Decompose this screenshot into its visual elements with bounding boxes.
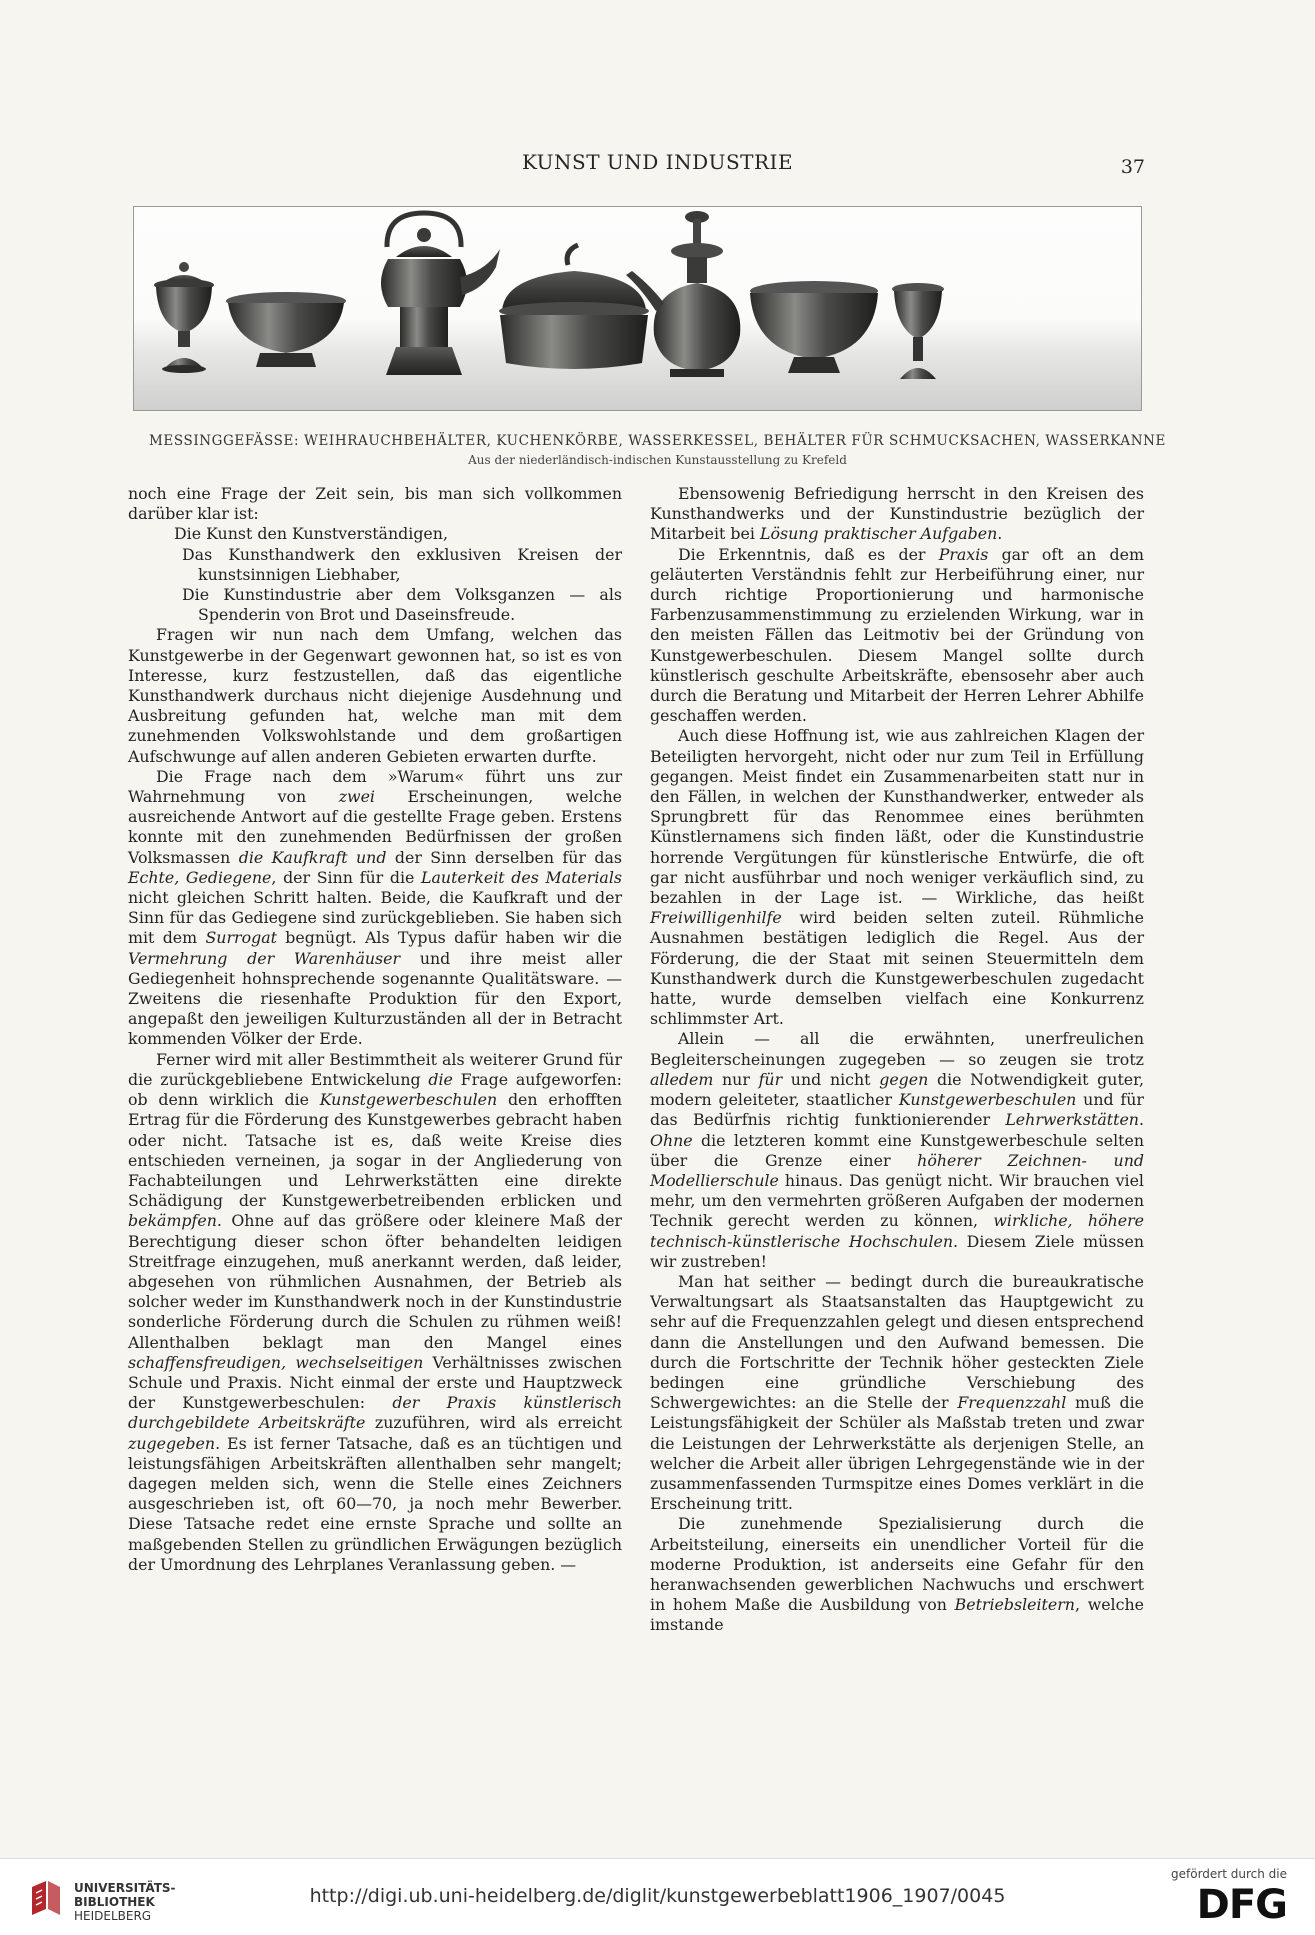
brass-vessels-photograph [133, 206, 1142, 411]
paragraph: Die zunehmende Spezialisierung durch die Arbeitsteilung, einerseits ein unendlicher Vorteil für die moderne Produktion, ist anderseits eine Gefahr für den heranwachsenden gewerblichen Nachwuchs und erschwert in hohem Maße die Ausbildung von Betriebsleitern, welche imstande [650, 1514, 1144, 1635]
paragraph: Die Frage nach dem »Warum« führt uns zur Wahrnehmung von zwei Erscheinungen, welche ausreichende Antwort auf die gestellte Frage geben. Erstens konnte mit den zunehmenden Bedürfnissen der großen Volksmassen die Kaufkraft und der Sinn derselben für das Echte, Gediegene, der Sinn für die Lauterkeit des Materials nicht gleichen Schritt halten. Beide, die Kaufkraft und der Sinn für das Gediegene sind zurückgeblieben. Sie haben sich mit dem Surrogat begnügt. Als Typus dafür haben wir die Vermehrung der Warenhäuser und ihre meist aller Gediegenheit hohnsprechende sogenannte Qualitätsware. — Zweitens die riesenhafte Produktion für den Export, angepaßt den jeweiligen Kulturzuständen all der in Betracht kommenden Völker der Erde. [128, 766, 623, 1049]
incense-holder-vessel [154, 262, 214, 373]
sponsor-label: gefördert durch die [1171, 1867, 1287, 1881]
paragraph: Man hat seither — bedingt durch die bureaukratische Verwaltungsart als Staatsanstalten das Hauptgewicht zu sehr auf die Frequenzzahlen gelegt und diesen entsprechend dann die Anstellungen und den Aufwand bemessen. Die durch die Fortschritte der Technik höher gesteckten Ziele bedingen eine gründliche Verschiebung des Schwergewichtes: an die Stelle der Frequenzzahl muß die Leistungsfähigkeit der Schüler als Maßstab treten und zwar die Leistungen der Lehrwerkstätte als derjenigen Stelle, an welcher die Arbeit aller übrigen Lehrgegenstände wie in der zusammenfassenden Turmspitze eines Domes verklärt in die Erscheinung tritt. [650, 1271, 1145, 1514]
running-title: KUNST UND INDUSTRIE [521, 150, 794, 174]
digitization-footer [0, 1858, 1315, 1935]
cake-basket-bowl [226, 292, 346, 367]
paragraph: Die Erkenntnis, daß es der Praxis gar oft an dem geläuterten Verständnis fehlt zur Herbeiführung einer, nur durch richtige Proportionierung und harmonische Farbenzusammenstimmung zu erzielenden Wirkung, war in den meisten Fällen das Leitmotiv bei der Gründung von Kunstgewerbeschulen. Diesem Mangel sollte durch künstlerisch geschulte Arbeitskräfte, ebensosehr aber auch durch die Beratung und Mitarbeit der Herren Lehrer Abhilfe geschaffen werden. [650, 544, 1144, 726]
verse-line: Die Kunstindustrie aber dem Volksganzen — als Spenderin von Brot und Daseinsfreude. [182, 585, 622, 625]
paragraph: noch eine Frage der Zeit sein, bis man sich vollkommen darüber klar ist: [128, 484, 622, 524]
paragraph: Ferner wird mit aller Bestimmtheit als weiterer Grund für die zurückgebliebene Entwickelung die Frage aufgeworfen: ob denn wirklich die Kunstgewerbeschulen den erhofften Ertrag für die Förderung des Kunstgewerbes gebracht haben oder nicht. Tatsache ist es, daß weite Kreise dies entschieden verneinen, ja sogar in der Angliederung von Fachabteilungen und Lehrwerkstätten eine direkte Schädigung der Kunstgewerbetreibenden erblicken und bekämpfen. Ohne auf das größere oder kleinere Maß der Berechtigung dieser schon öfter behandelten leidigen Streitfrage einzugehen, muß anerkannt werden, daß leider, abgesehen von rühmlichen Ausnahmen, der Betrieb als solcher weder im Kunsthandwerk noch in der Kunstindustrie sonderliche Förderung durch die Schulen zu rühmen weiß! Allenthalben beklagt man den Mangel eines schaffensfreudigen, wechselseitigen Verhältnisses zwischen Schule und Praxis. Nicht einmal der erste und Hauptzweck der Kunstgewerbeschulen: der Praxis künstlerisch durchgebildete Arbeitskräfte zuzuführen, wird als erreicht zugegeben. Es ist ferner Tatsache, daß es an tüchtigen und leistungsfähigen Arbeitskräften allenthalben sehr mangelt; dagegen melden sich, wenn die Stelle eines Zeichners ausgeschrieben ist, oft 60—70, ja noch mehr Bewerber. Diese Tatsache redet eine ernste Sprache und sollte an maßgebenden Stellen zu gründlichen Erwägungen bezüglich der Umordnung des Lehrplanes Veranlassung geben. — [128, 1049, 623, 1574]
dfg-logo: DFG [1196, 1882, 1287, 1928]
figure-caption: MESSINGGEFÄSSE: WEIHRAUCHBEHÄLTER, KUCHENKÖRBE, WASSERKESSEL, BEHÄLTER FÜR SCHMUCKSACHEN, WASSERKANNE [148, 433, 1167, 449]
figure-credit: Aus der niederländisch-indischen Kunstausstellung zu Krefeld [468, 453, 847, 467]
paragraph: Fragen wir nun nach dem Umfang, welchen das Kunstgewerbe in der Gegenwart gewonnen hat, so ist es von Interesse, kurz festzustellen, daß das eigentliche Kunsthandwerk durchaus nicht diejenige Ausdehnung und Ausbreitung gefunden hat, welche man mit dem zunehmenden Volkswohlstande und dem großartigen Aufschwunge auf allen anderen Gebieten erwarten durfte. [128, 625, 622, 766]
small-goblet [892, 283, 944, 379]
source-url-link[interactable]: http://digi.ub.uni-heidelberg.de/diglit/kunstgewerbeblatt1906_1907/0045 [309, 1885, 1006, 1907]
verse-line: Die Kunst den Kunstverständigen, [174, 524, 448, 544]
right-column [650, 484, 1144, 1636]
verse-line: Das Kunsthandwerk den exklusiven Kreisen der kunstsinnigen Liebhaber, [182, 544, 622, 584]
paragraph: Ebensowenig Befriedigung herrscht in den Kreisen des Kunsthandwerks und der Kunstindustrie bezüglich der Mitarbeit bei Lösung praktischer Aufgaben. [650, 484, 1144, 544]
large-brass-bowl [750, 281, 878, 373]
university-library-name: UNIVERSITÄTS- BIBLIOTHEK HEIDELBERG [74, 1881, 176, 1923]
paragraph: Auch diese Hoffnung ist, wie aus zahlreichen Klagen der Beteiligten hervorgeht, nicht oder nur zum Teil in Erfüllung gegangen. Meist findet ein Zusammenarbeiten statt nur in den Fällen, in welchen der Kunsthandwerker, entweder als Sprungbrett für das Renommee eines berühmten Künstlernamens sich finden läßt, oder die Kunstindustrie horrende Vergütungen für künstlerische Entwürfe, die oft gar nicht ausführbar und noch weniger verkäuflich sind, zu bezahlen in der Lage ist. — Wirkliche, das heißt Freiwilligenhilfe wird beiden selten zuteil. Rühmliche Ausnahmen bestätigen lediglich die Regel. Aus der Förderung, die der Staat mit seinen Steuermitteln dem Kunsthandwerk durch die Kunstgewerbeschulen zugedacht hatte, wurde demselben vielfach eine Konkurrenz schlimmster Art. [650, 726, 1144, 1029]
jewelry-container [499, 245, 649, 369]
page-number: 37 [1120, 156, 1145, 178]
paragraph: Allein — all die erwähnten, unerfreulichen Begleiterscheinungen zugegeben — so zeugen sie trotz alledem nur für und nicht gegen die Notwendigkeit guter, modern geleiteter, staatlicher Kunstgewerbeschulen und für das Bedürfnis richtig funktionierender Lehrwerkstätten. Ohne die letzteren kommt eine Kunstgewerbeschule selten über die Grenze einer höherer Zeichnen- und Modellierschule hinaus. Das genügt nicht. Wir brauchen viel mehr, um den vermehrten größeren Aufgaben der modernen Technik gerecht werden zu können, wirkliche, höhere technisch-künstlerische Hochschulen. Diesem Ziele müssen wir zustreben! [650, 1029, 1145, 1271]
water-kettle [381, 213, 500, 375]
left-column [128, 484, 622, 1575]
